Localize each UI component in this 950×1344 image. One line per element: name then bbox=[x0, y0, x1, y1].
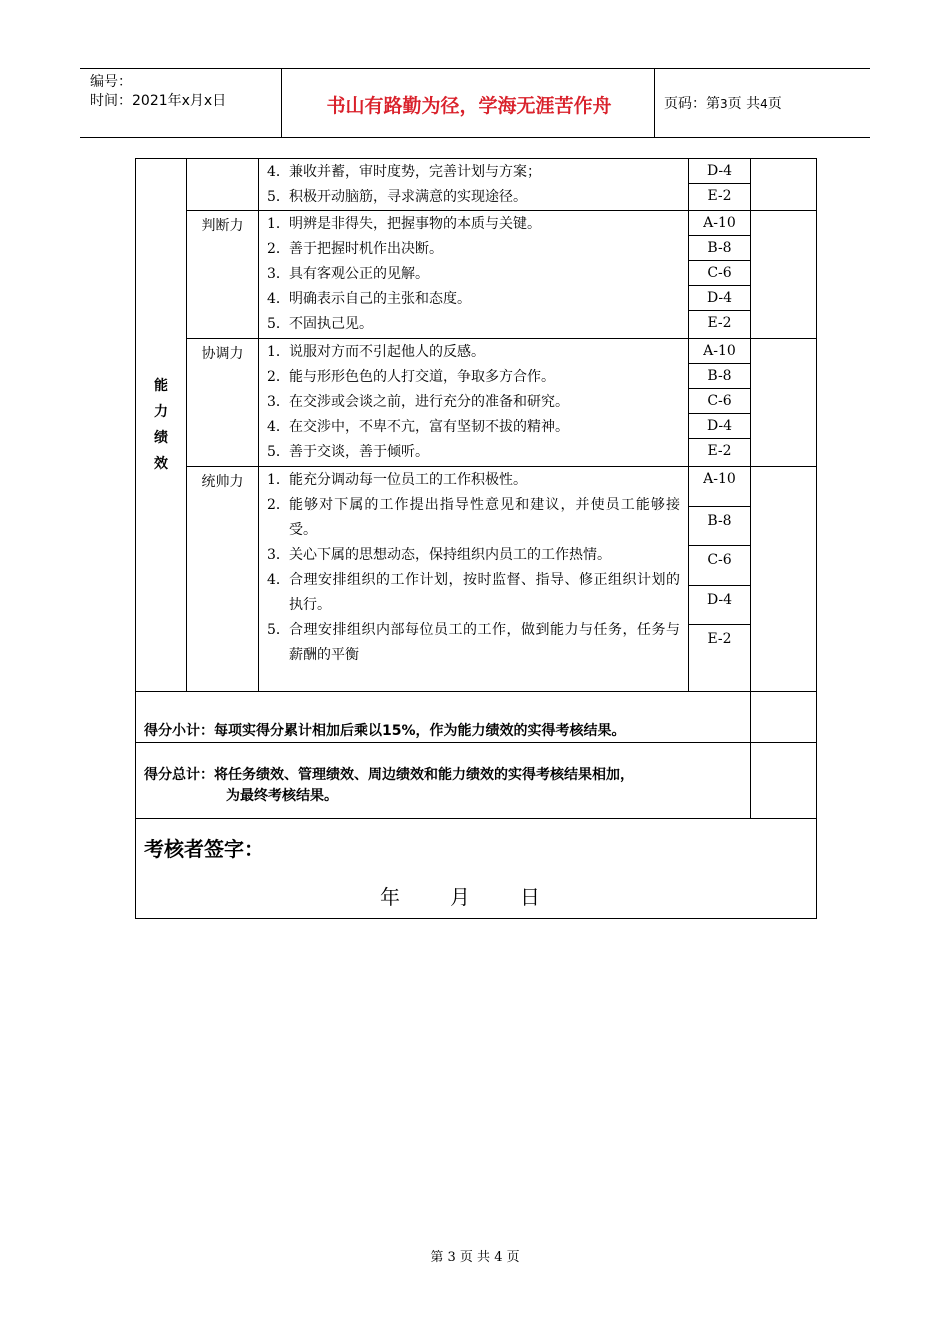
page-footer: 第 3 页 共 4 页 bbox=[430, 1250, 520, 1265]
code-label: 编号： bbox=[90, 74, 132, 90]
list-item: 3． 具有客观公正的见解。 bbox=[267, 266, 429, 282]
section-label: 能力绩效 bbox=[136, 159, 187, 692]
total-line-1: 得分总计：将任务绩效、管理绩效、周边绩效和能力绩效的实得考核结果相加， bbox=[144, 766, 634, 783]
list-item: 2． 善于把握时机作出决断。 bbox=[267, 241, 443, 257]
criterion-name bbox=[187, 159, 259, 211]
score-cell[interactable] bbox=[751, 211, 817, 339]
table-row bbox=[136, 743, 817, 819]
signature-date bbox=[380, 881, 540, 910]
date-year: 年 bbox=[380, 885, 400, 909]
table-row bbox=[136, 819, 817, 919]
grade-cell: D-4 bbox=[689, 286, 750, 311]
grade-cell: A-10 bbox=[689, 467, 750, 507]
list-item: 1． 明辨是非得失，把握事物的本质与关键。 bbox=[267, 216, 541, 232]
list-item: 4． 兼收并蓄，审时度势，完善计划与方案； bbox=[267, 164, 541, 180]
criterion-name: 判断力 bbox=[187, 211, 259, 339]
date-day: 日 bbox=[520, 885, 540, 909]
list-item: 4． 合理安排组织的工作计划，按时监督、指导、修正组织计划的执行。 bbox=[267, 572, 680, 613]
subtotal-note: 得分小计：每项实得分累计相加后乘以15%，作为能力绩效的实得考核结果。 bbox=[136, 692, 751, 743]
list-item: 5． 积极开动脑筋，寻求满意的实现途径。 bbox=[267, 189, 527, 205]
page-mid: 页 共 bbox=[727, 96, 761, 112]
evaluation-table bbox=[135, 158, 817, 919]
grade-cell: B-8 bbox=[689, 507, 750, 547]
page-suffix: 页 bbox=[767, 96, 782, 112]
table-row bbox=[136, 159, 817, 211]
list-item: 5． 善于交谈，善于倾听。 bbox=[267, 444, 429, 460]
grade-cell: D-4 bbox=[689, 586, 750, 626]
grade-column bbox=[689, 467, 751, 692]
list-item: 3． 关心下属的思想动态，保持组织内员工的工作热情。 bbox=[267, 547, 611, 563]
grade-cell: E-2 bbox=[707, 443, 732, 459]
grade-cell: B-8 bbox=[689, 236, 750, 261]
header-page-info bbox=[664, 93, 782, 113]
total-line-2: 为最终考核结果。 bbox=[226, 787, 338, 804]
grade-cell: A-10 bbox=[689, 211, 750, 236]
grade-column bbox=[689, 211, 751, 339]
list-item: 1． 说服对方而不引起他人的反感。 bbox=[267, 344, 485, 360]
criterion-items bbox=[259, 467, 689, 692]
signature-label: 考核者签字： bbox=[144, 837, 264, 861]
table-row bbox=[136, 211, 817, 339]
grade-cell: D-4 bbox=[689, 159, 750, 184]
table-row bbox=[136, 339, 817, 467]
subtotal-score-cell[interactable] bbox=[751, 692, 817, 743]
grade-cell: C-6 bbox=[689, 261, 750, 286]
grade-cell: C-6 bbox=[689, 546, 750, 586]
grade-cell: A-10 bbox=[689, 339, 750, 364]
score-cell[interactable] bbox=[751, 467, 817, 692]
list-item: 1． 能充分调动每一位员工的工作积极性。 bbox=[267, 472, 527, 488]
grade-cell: E-2 bbox=[707, 315, 732, 331]
list-item: 5． 合理安排组织内部每位员工的工作，做到能力与任务，任务与薪酬的平衡 bbox=[267, 622, 680, 663]
list-item: 2． 能与形形色色的人打交道，争取多方合作。 bbox=[267, 369, 555, 385]
page-total: 4 bbox=[760, 97, 768, 111]
page-prefix: 页码：第 bbox=[664, 96, 720, 112]
grade-cell: C-6 bbox=[689, 389, 750, 414]
score-cell[interactable] bbox=[751, 159, 817, 211]
page-header bbox=[80, 68, 870, 138]
header-motto: 书山有路勤为径，学海无涯苦作舟 bbox=[326, 95, 612, 117]
grade-cell: E-2 bbox=[707, 631, 732, 648]
list-item: 4． 明确表示自己的主张和态度。 bbox=[267, 291, 471, 307]
grade-column bbox=[689, 339, 751, 467]
list-item: 3． 在交涉或会谈之前，进行充分的准备和研究。 bbox=[267, 394, 569, 410]
total-note bbox=[136, 743, 751, 819]
list-item: 5． 不固执己见。 bbox=[267, 316, 373, 332]
table-row bbox=[136, 692, 817, 743]
list-item: 4． 在交涉中，不卑不亢，富有坚韧不拔的精神。 bbox=[267, 419, 569, 435]
grade-cell: D-4 bbox=[689, 414, 750, 439]
grade-cell: E-2 bbox=[707, 188, 732, 204]
criterion-name: 协调力 bbox=[187, 339, 259, 467]
list-item: 2． 能够对下属的工作提出指导性意见和建议，并使员工能够接受。 bbox=[267, 497, 680, 538]
signature-cell bbox=[136, 819, 817, 919]
score-cell[interactable] bbox=[751, 339, 817, 467]
criterion-items bbox=[259, 211, 689, 339]
criterion-items bbox=[259, 339, 689, 467]
grade-column bbox=[689, 159, 751, 211]
page-current: 3 bbox=[720, 97, 728, 111]
total-score-cell[interactable] bbox=[751, 743, 817, 819]
header-meta bbox=[90, 73, 226, 111]
date-month: 月 bbox=[450, 885, 470, 909]
criterion-items bbox=[259, 159, 689, 211]
time-label: 时间：2021年x月x日 bbox=[90, 93, 227, 109]
grade-cell: B-8 bbox=[689, 364, 750, 389]
table-row bbox=[136, 467, 817, 692]
criterion-name: 统帅力 bbox=[187, 467, 259, 692]
